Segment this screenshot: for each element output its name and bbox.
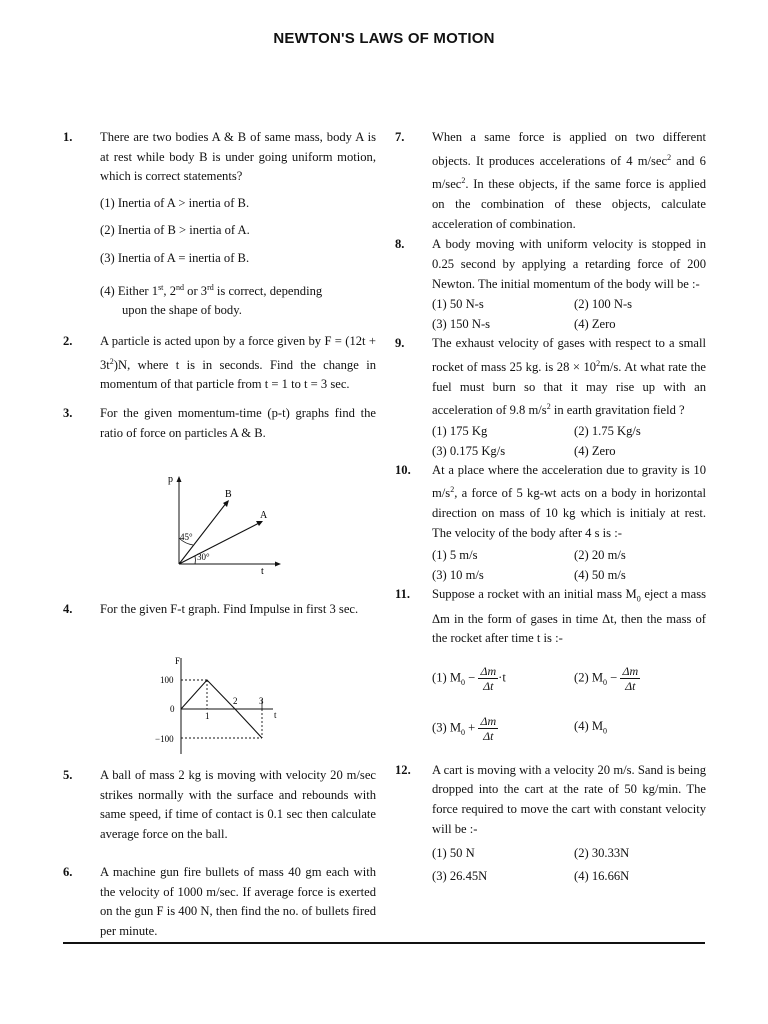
question-text: A machine gun fire bullets of mass 40 gm each with the velocity of 1000 m/sec. If average force is exerted on the gun F is 400 N, then find the no. of bullets fired per minute. <box>100 865 376 938</box>
question-number: 1. <box>63 130 73 144</box>
option-2: (2) $M_0$ − $\frac{\Delta m}{\Delta t}$ <box>574 664 639 694</box>
question-5 <box>60 766 376 844</box>
option-2: (2) 20 m/s <box>574 548 626 563</box>
question-text: The exhaust velocity of gases with respect to a small rocket of mass 25 kg. is $28 \times 10^2m/s$. At what rate the fuel must burn so that it may rise up with an acceleration of 9.8 $m/s^2$ in earth gravitation field ? <box>432 336 707 418</box>
option-3: (3) 150 N-s <box>432 317 491 332</box>
option-2: (2) 1.75 Kg/s <box>574 423 641 438</box>
option-4: (4) 16.66N <box>574 869 630 884</box>
t-axis-label: t <box>274 710 277 720</box>
option-3: (3) 10 m/s <box>432 568 484 583</box>
angle-45-label: 45° <box>180 532 193 542</box>
question-3 <box>60 404 376 443</box>
question-text: When a same force is applied on two different objects. It produces accelerations of 4 $m/\sec^2$ and 6 $m/\sec^2$. In these objects, if the same force is applied on the combination of these objects, calculate acceleration of combination. <box>432 130 706 231</box>
option-4-cont: upon the shape of body. <box>122 303 242 318</box>
option-4: (4) 50 m/s <box>574 568 626 583</box>
right-column <box>392 128 706 888</box>
angle-30-label: 30° <box>197 552 210 562</box>
question-text: A particle is acted upon by a force given by $F = (12t + 3t^2)N$, where t is in seconds. Find the change in momentum of that particle from t = 1 to t = 3 sec. <box>100 333 376 392</box>
question-text: At a place where the acceleration due to gravity is 10 $m/s^2$, a force of 5 kg-wt acts on a body in horizontal direction on mass of 10 kg which is initialy at rest. The velocity of the body after 4 s is :- <box>432 462 706 540</box>
option-3: (3) 26.45N <box>432 869 488 884</box>
line-b-label: B <box>225 489 232 500</box>
question-1 <box>60 128 376 321</box>
question-text: For the given F-t graph. Find Impulse in first 3 sec. <box>100 602 359 616</box>
question-10 <box>392 461 706 586</box>
option-1: (1) 50 N <box>432 846 475 861</box>
option-3: (3) 0.175 Kg/s <box>432 443 506 458</box>
option-4: (4) Either 1st, 2nd or 3rd is correct, depending <box>100 282 323 298</box>
option-2: (2) 100 N-s <box>574 297 633 312</box>
line-a <box>179 522 261 564</box>
option-4: (4) Zero <box>574 443 616 458</box>
y-tick-minus-100: −100 <box>155 734 174 744</box>
question-11 <box>392 585 706 746</box>
p-axis-label: p <box>168 474 173 485</box>
question-text: Suppose a rocket with an initial mass $M_0$ eject a mass Δm in the form of gases in time Δt, then the mass of the rocket after time t is :- <box>432 587 706 646</box>
question-number: 3. <box>63 405 73 420</box>
y-tick-100: 100 <box>160 675 174 685</box>
question-number: 6. <box>63 865 73 879</box>
question-9 <box>392 334 706 461</box>
option-4: (4) $M_0$ <box>574 718 608 736</box>
option-1: (1) 50 N-s <box>432 297 484 312</box>
question-number: 7. <box>395 130 405 144</box>
p-axis-arrow-icon <box>177 476 182 482</box>
question-number: 2. <box>63 333 73 348</box>
x-tick-2: 2 <box>233 696 238 706</box>
question-7 <box>392 128 706 234</box>
x-tick-1: 1 <box>205 711 210 721</box>
option-1: (1) Inertia of A > inertia of B. <box>100 195 250 210</box>
question-number: 9. <box>395 336 405 351</box>
question-number: 8. <box>395 237 405 252</box>
question-number: 10. <box>395 462 411 477</box>
question-number: 11. <box>395 587 411 602</box>
line-a-label: A <box>260 510 268 521</box>
question-number: 4. <box>63 602 73 616</box>
question-12 <box>392 761 706 888</box>
question-text: A body moving with uniform velocity is stopped in 0.25 second by applying a retarding force of 200 Newton. The initial momentum of the body will be :- <box>432 237 706 291</box>
question-2 <box>60 332 376 395</box>
option-1: (1) 175 Kg <box>432 423 488 438</box>
question-6 <box>60 863 376 941</box>
option-4: (4) Zero <box>574 317 616 332</box>
question-text: For the given momentum-time (p-t) graphs find the ratio of force on particles A & B. <box>100 405 376 440</box>
ft-graph <box>155 652 355 760</box>
option-2: (2) Inertia of B > inertia of A. <box>100 223 250 238</box>
question-number: 12. <box>395 762 411 777</box>
pt-graph <box>165 470 345 582</box>
option-1: (1) 5 m/s <box>432 548 478 563</box>
question-text: A cart is moving with a velocity 20 m/s. Sand is being dropped into the cart at the rate of 50 kg/min. The force required to move the cart with constant velocity will be :- <box>432 762 706 836</box>
question-4 <box>60 600 376 620</box>
question-text: There are two bodies A & B of same mass, body A is at rest while body B is under going uniform motion, which is correct statements? <box>100 130 376 184</box>
option-3: (3) $M_0$ + $\frac{\Delta m}{\Delta t}$ <box>432 714 497 744</box>
f-axis-label: F <box>175 656 181 666</box>
question-number: 5. <box>63 768 73 782</box>
left-column <box>60 128 376 938</box>
question-8 <box>392 235 706 334</box>
page-title: NEWTON'S LAWS OF MOTION <box>273 30 495 47</box>
y-tick-0: 0 <box>170 704 175 714</box>
option-1: (1) $M_0$ − $\frac{\Delta m}{\Delta t}$ ·t <box>432 664 506 694</box>
footer-rule <box>63 942 705 944</box>
x-tick-3: 3 <box>259 696 264 706</box>
option-2: (2) 30.33N <box>574 846 630 861</box>
question-text: A ball of mass 2 kg is moving with velocity 20 m/sec strikes normally with the surface and rebounds with same speed, if time of contact is 0.1 sec then calculate average force on the ball. <box>100 768 376 841</box>
t-axis-arrow-icon <box>275 562 281 567</box>
option-3: (3) Inertia of A = inertia of B. <box>100 250 250 265</box>
t-axis-label: t <box>261 566 264 577</box>
